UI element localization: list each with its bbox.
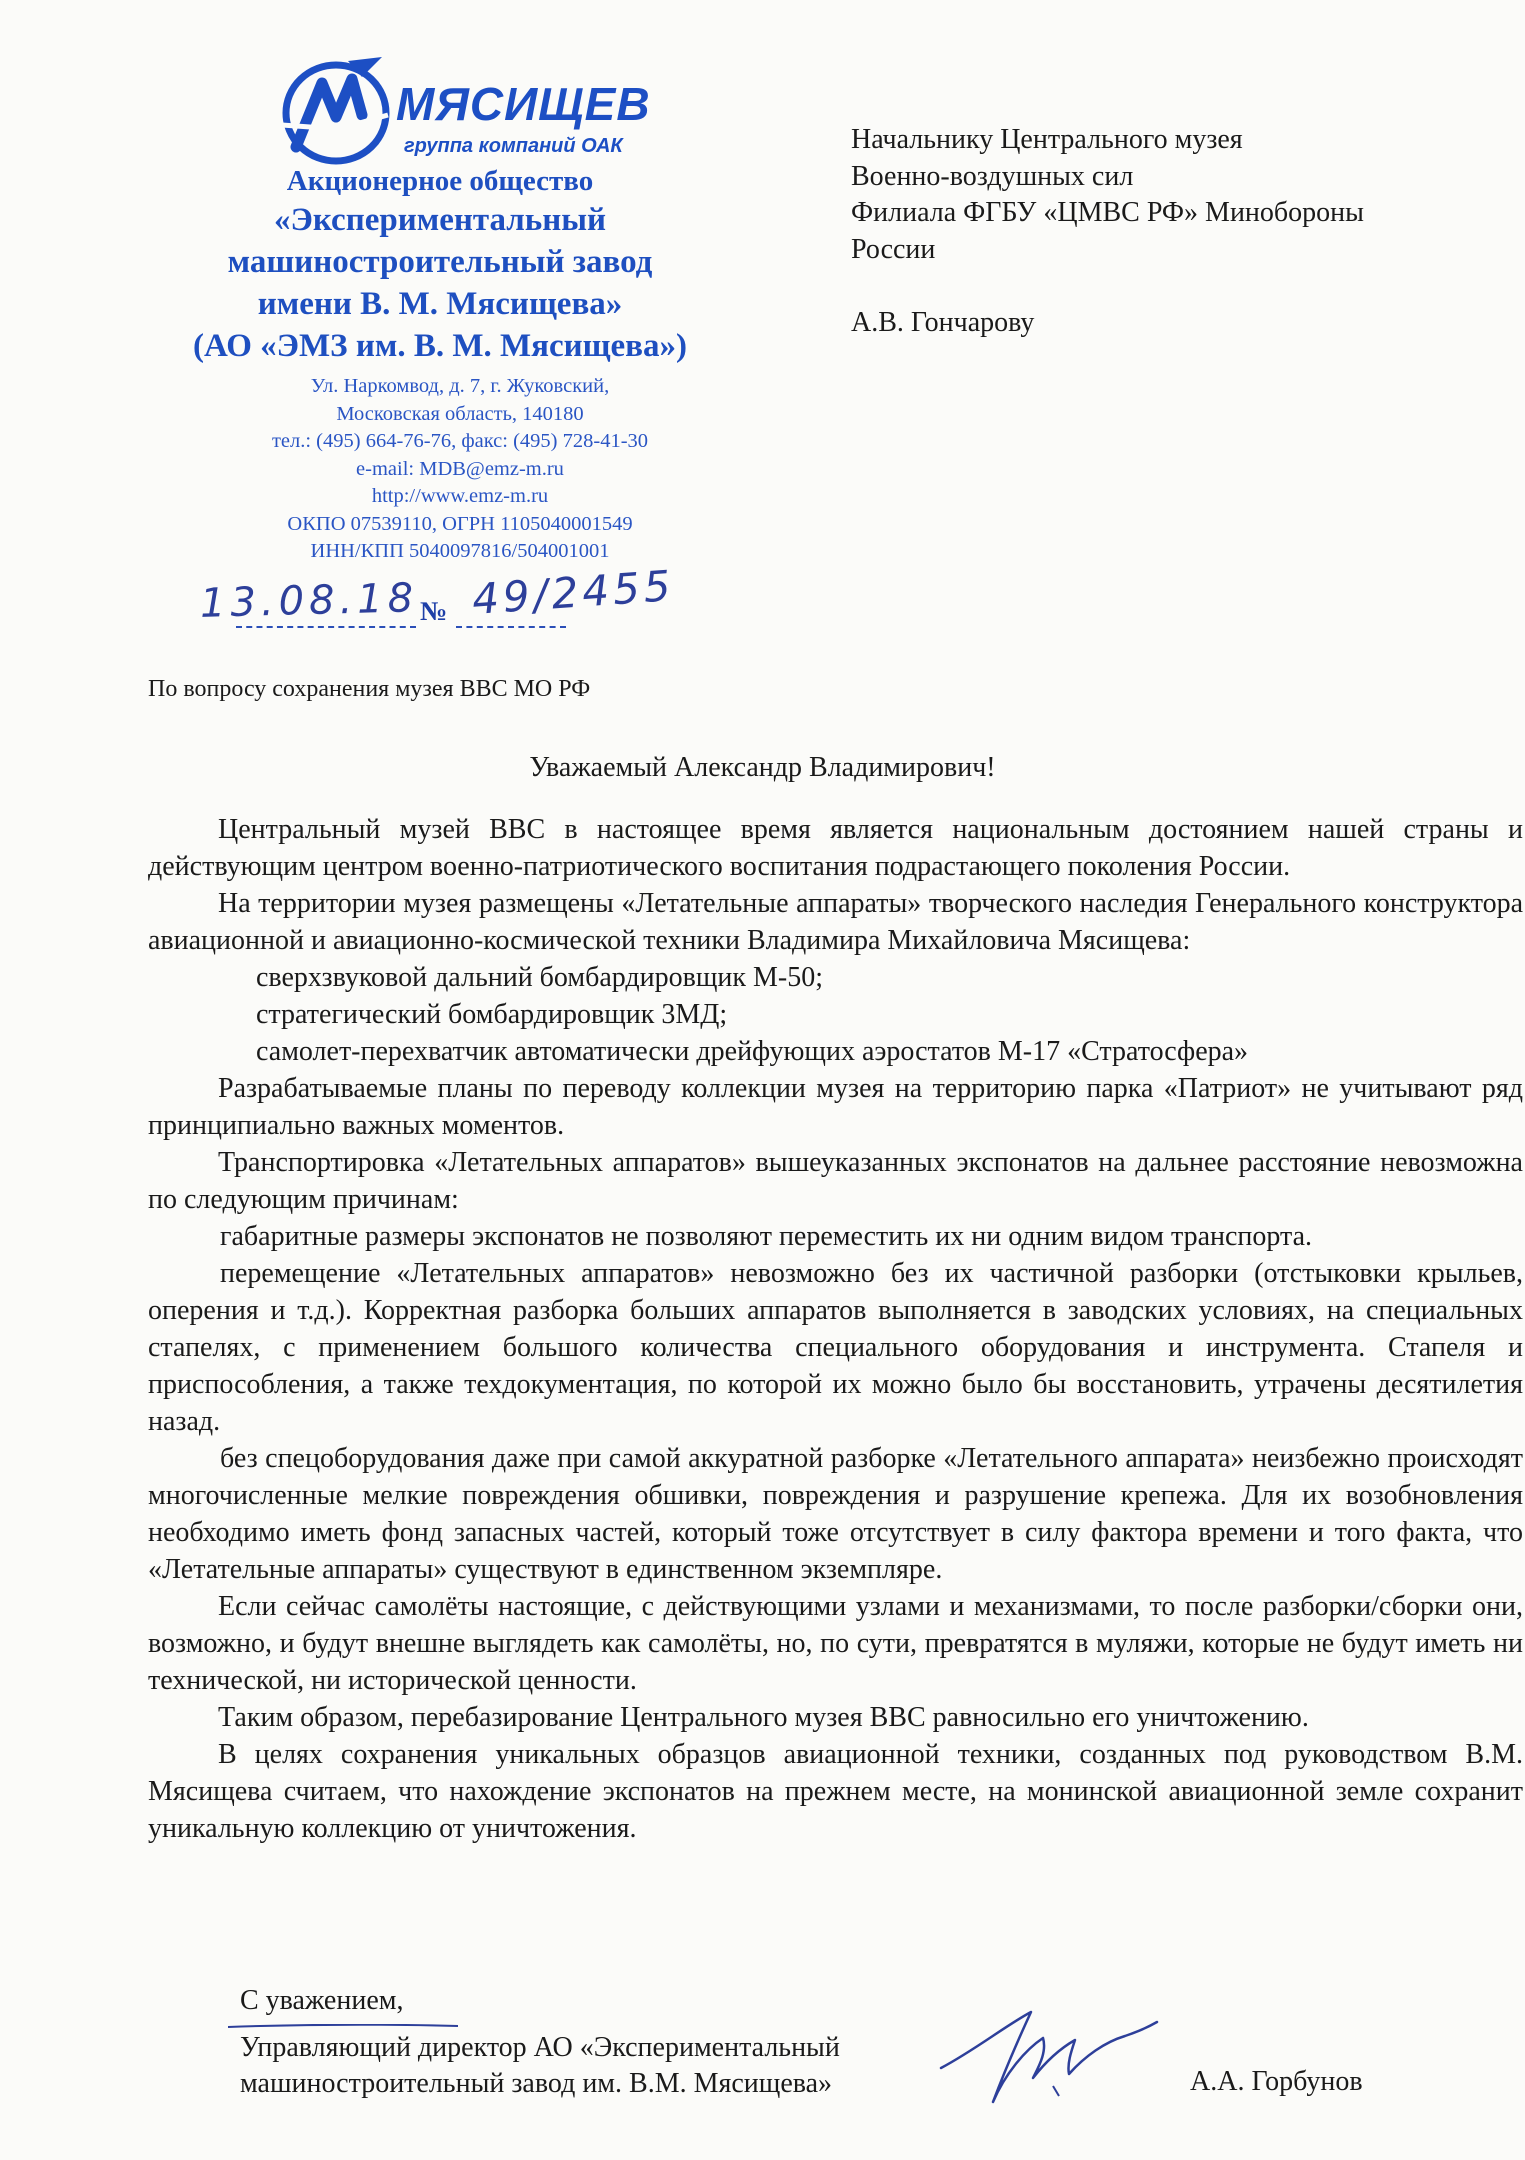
- closing-phrase: С уважением,: [240, 1985, 404, 2016]
- reason-paragraph: перемещение «Летательных аппаратов» невозможно без их частичной разборки (отстыковки крыльев, оперения и т.д.). Корректная разборка больших аппаратов выполняется в заводских условиях, на специальных стапелях, с применением большого количества специального оборудования и инструмента. Стапеля и приспособления, а также техдокументация, по которой их можно было бы восстановить, утрачены десятилетия назад.: [148, 1258, 1523, 1437]
- signer-position: [240, 2030, 840, 2102]
- number-underline: [456, 626, 566, 628]
- paragraph: Разрабатываемые планы по переводу коллекции музея на территорию парка «Патриот» не учитывают ряд принципиально важных моментов.: [148, 1073, 1523, 1141]
- company-logo: [278, 55, 658, 175]
- addressee-line: Филиала ФГБУ «ЦМВС РФ» Минобороны: [851, 197, 1364, 228]
- paragraph: Транспортировка «Летательных аппаратов» вышеуказанных экспонатов на дальнее расстояние невозможна по следующим причинам:: [148, 1147, 1523, 1215]
- number-sign: №: [420, 596, 448, 626]
- address-line: ОКПО 07539110, ОГРН 1105040001549: [287, 512, 633, 535]
- reason-paragraph: габаритные размеры экспонатов не позволяют переместить их ни одним видом транспорта.: [220, 1221, 1313, 1252]
- addressee-line: Начальнику Центрального музея: [851, 124, 1243, 155]
- handwritten-signature: [935, 1990, 1165, 2110]
- paragraph: Если сейчас самолёты настоящие, с действующими узлами и механизмами, то после разборки/сборки они, возможно, и будут внешне выглядеть как самолёты, но, по сути, превратятся в муляжи, которые не будут иметь ни технической, ни исторической ценности.: [148, 1591, 1523, 1696]
- address-line: Московская область, 140180: [336, 402, 584, 425]
- org-line: Акционерное общество: [286, 165, 594, 197]
- handwritten-number: 49/2455: [470, 560, 676, 625]
- org-line: «Экспериментальный: [273, 202, 607, 238]
- brand-subtitle: группа компаний ОАК: [404, 135, 623, 157]
- registration-line: [199, 560, 740, 642]
- letter-body: [148, 811, 1523, 1847]
- myasishchev-emblem-icon: [278, 55, 398, 170]
- organization-name: [140, 163, 740, 367]
- address-line: Ул. Наркомвод, д. 7, г. Жуковский,: [310, 375, 610, 397]
- org-line: имени В. М. Мясищева»: [257, 286, 623, 322]
- signer-position-line: Управляющий директор АО «Экспериментальный: [240, 2032, 840, 2063]
- reason-paragraph: без спецоборудования даже при самой аккуратной разборке «Летательного аппарата» неизбежно происходят многочисленные мелкие повреждения обшивки, повреждения и разрушение крепежа. Для их возобновления необходимо иметь фонд запасных частей, который тоже отсутствует в силу фактора времени и того факта, что «Летательные аппараты» существуют в единственном экземпляре.: [148, 1443, 1523, 1585]
- brand-name: МЯСИЩЕВ: [396, 78, 651, 130]
- handwritten-date: 13.08.18: [199, 575, 419, 627]
- date-underline: [236, 626, 416, 628]
- addressee-name: А.В. Гончарову: [851, 307, 1035, 338]
- address-line: тел.: (495) 664-76-76, факс: (495) 728-41-30: [271, 430, 649, 452]
- org-line: (АО «ЭМЗ им. В. М. Мясищева»): [193, 328, 687, 364]
- paragraph: Таким образом, перебазирование Центрального музея ВВС равносильно его уничтожению.: [218, 1702, 1309, 1733]
- closing-underline: [228, 2024, 458, 2028]
- paragraph: Центральный музей ВВС в настоящее время является национальным достоянием нашей страны и действующим центром военно-патриотического воспитания подрастающего поколения России.: [148, 814, 1523, 882]
- paragraph: В целях сохранения уникальных образцов авиационной техники, созданных под руководством В.М. Мясищева считаем, что нахождение экспонатов на прежнем месте, на монинской авиационной земле сохранит уникальную коллекцию от уничтожения.: [148, 1739, 1523, 1844]
- paragraph: На территории музея размещены «Летательные аппараты» творческого наследия Генерального конструктора авиационной и авиационно-космической техники Владимира Михайловича Мясищева:: [148, 888, 1523, 956]
- addressee-block: [851, 122, 1471, 342]
- addressee-gap: [851, 268, 1471, 305]
- addressee-line: Военно-воздушных сил: [851, 160, 1134, 192]
- address-line: e-mail: MDB@emz-m.ru: [356, 457, 564, 480]
- list-item: стратегический бомбардировщик 3МД;: [256, 999, 728, 1030]
- greeting: Уважаемый Александр Владимирович!: [529, 752, 996, 783]
- signer-name: А.А. Горбунов: [1190, 2066, 1363, 2097]
- address-line: ИНН/КПП 5040097816/504001001: [310, 540, 610, 562]
- org-line: машиностроительный завод: [227, 244, 653, 280]
- organization-address: [180, 373, 740, 566]
- letter-subject: По вопросу сохранения музея ВВС МО РФ: [148, 676, 591, 702]
- list-item: самолет-перехватчик автоматически дрейфующих аэростатов М-17 «Стратосфера»: [256, 1036, 1249, 1067]
- address-line: http://www.emz-m.ru: [371, 485, 549, 507]
- addressee-line: России: [851, 233, 936, 265]
- signer-position-line: машиностроительный завод им. В.М. Мясищева»: [240, 2068, 833, 2099]
- list-item: сверхзвуковой дальний бомбардировщик М-50;: [256, 962, 824, 993]
